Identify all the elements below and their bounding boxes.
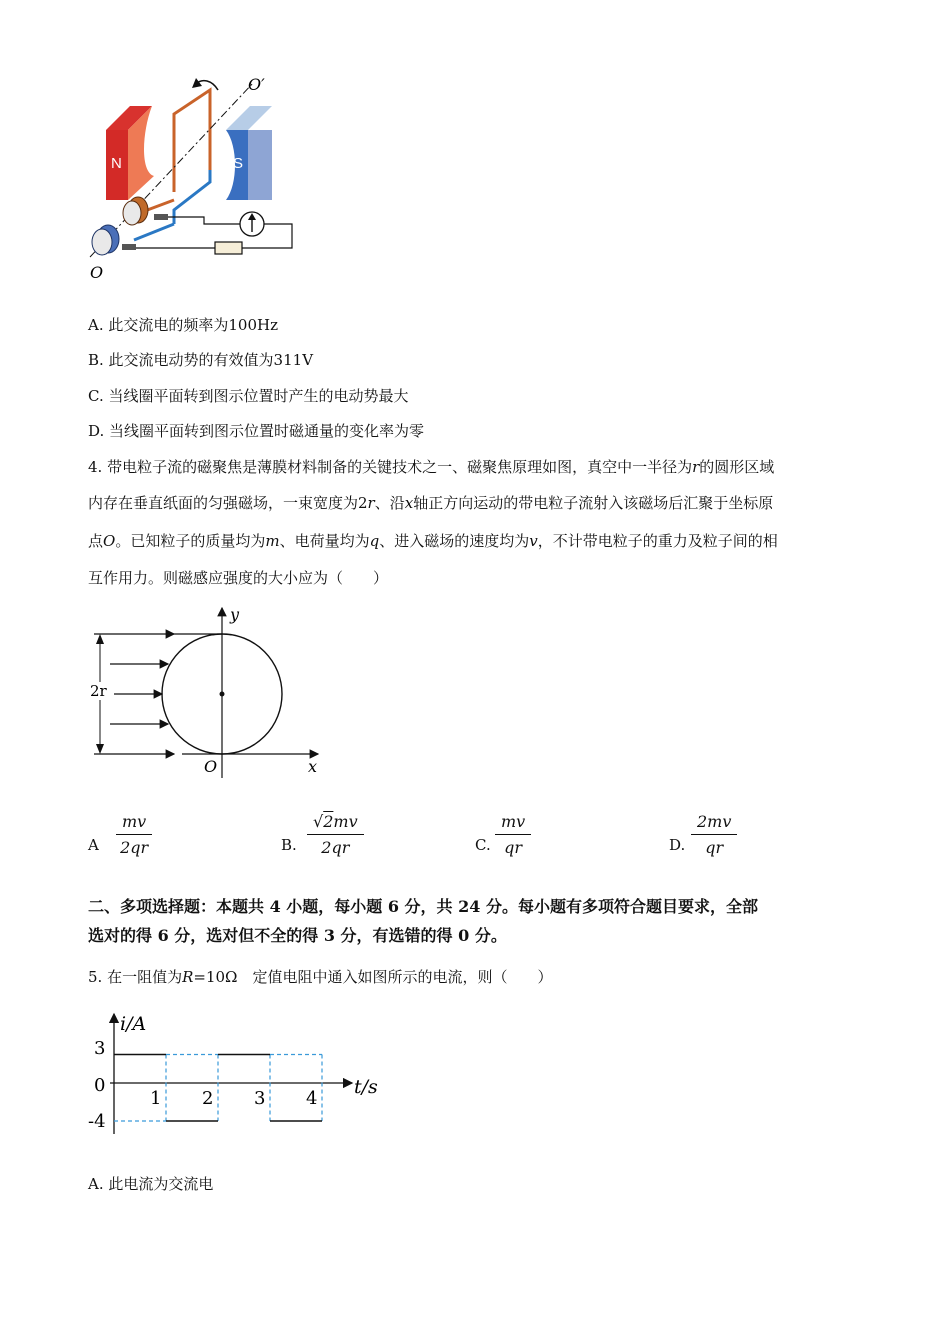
q4-line-1: 4. 带电粒子流的磁聚焦是薄膜材料制备的关键技术之一、磁聚焦原理如图，真空中一半径为r的圆形区域	[88, 458, 775, 476]
q4-line-4: 互作用力。则磁感应强度的大小应为（ ）	[88, 569, 389, 587]
q4-line-3: 点O。已知粒子的质量均为m、电荷量均为q、进入磁场的速度均为v，不计带电粒子的重力及粒子间的相	[88, 532, 778, 550]
origin-label: O	[204, 757, 218, 776]
chart-y-label: i/A	[120, 1013, 147, 1035]
s-magnet-top	[226, 106, 272, 130]
s-magnet-side	[248, 130, 272, 200]
current-time-chart	[84, 1008, 394, 1144]
n-magnet-label: N	[111, 155, 122, 172]
axis-label-bottom: O	[90, 263, 104, 282]
q3-option-d: D. 当线圈平面转到图示位置时磁通量的变化率为零	[88, 422, 425, 440]
coil-blue	[174, 170, 210, 224]
coil-orange	[174, 90, 210, 192]
x-axis-label: x	[308, 757, 318, 776]
x-tick-label: 4	[306, 1088, 318, 1109]
q4-line-2: 内存在垂直纸面的匀强磁场，一束宽度为2r、沿x轴正方向运动的带电粒子流射入该磁场后汇聚于坐标原	[88, 494, 774, 512]
circuit-wire-top	[168, 217, 240, 224]
q5-option-a: A. 此电流为交流电	[88, 1175, 214, 1193]
y-tick-label: -4	[88, 1111, 106, 1132]
width-label: 2r	[90, 682, 107, 700]
q3-option-c: C. 当线圈平面转到图示位置时产生的电动势最大	[88, 387, 409, 405]
x-tick-label: 3	[254, 1088, 266, 1109]
x-tick-label: 2	[202, 1088, 214, 1109]
generator-diagram	[82, 72, 312, 287]
y-tick-label: 0	[94, 1075, 106, 1096]
s-magnet-label: S	[233, 155, 244, 172]
y-tick-label: 3	[94, 1038, 106, 1059]
resistor-icon	[215, 242, 242, 254]
q3-option-b: B. 此交流电动势的有效值为311V	[88, 351, 314, 369]
section2-heading-line-1: 二、多项选择题：本题共 4 小题，每小题 6 分，共 24 分。每小题有多项符合题目要求，全部	[88, 897, 758, 916]
q5-stem: 5. 在一阻值为R=10Ω 定值电阻中通入如图所示的电流，则（ ）	[88, 968, 553, 986]
magnetic-focus-diagram	[86, 600, 326, 784]
chart-x-label: t/s	[354, 1076, 378, 1098]
x-tick-label: 1	[150, 1088, 162, 1109]
circle-center	[220, 692, 225, 697]
section2-heading-line-2: 选对的得 6 分，选对但不全的得 3 分，有选错的得 0 分。	[88, 926, 507, 945]
y-axis-label: y	[230, 605, 240, 624]
brush-bottom	[122, 244, 136, 250]
brush-top	[154, 214, 168, 220]
q3-option-a: A. 此交流电的频率为100Hz	[88, 316, 278, 334]
axis-label-top: O′	[248, 75, 265, 94]
